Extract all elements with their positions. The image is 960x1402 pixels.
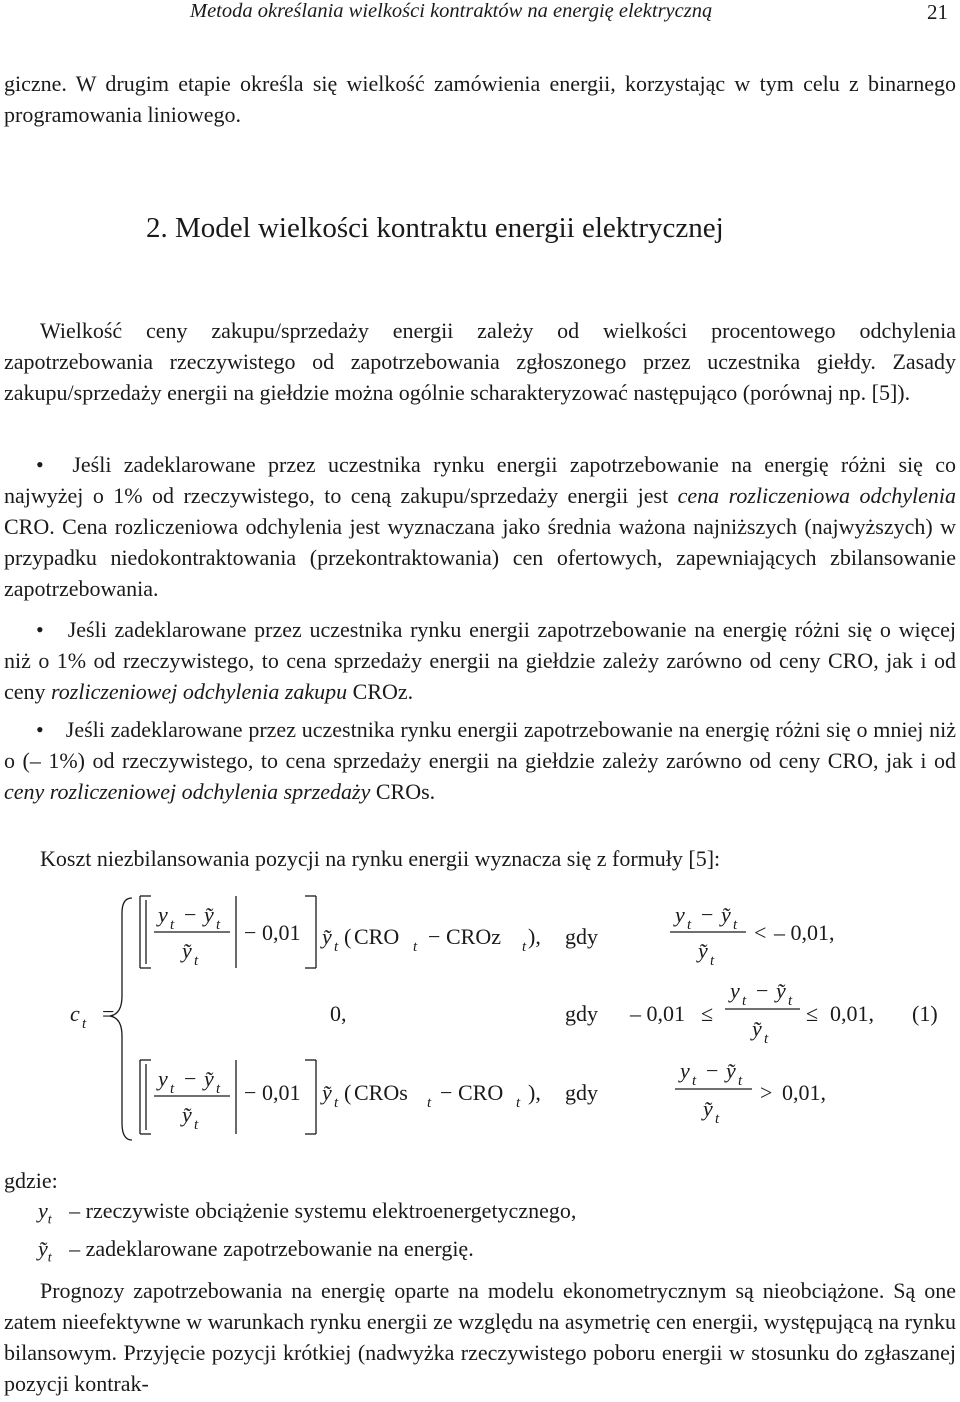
svg-text:−: − (756, 978, 769, 1003)
svg-text:y͂: y͂ (752, 1016, 762, 1041)
svg-text:y: y (158, 1066, 168, 1091)
svg-text:t: t (692, 1073, 697, 1089)
page-number: 21 (927, 0, 948, 24)
svg-text:>: > (760, 1080, 773, 1105)
svg-text:t: t (194, 953, 199, 969)
formula-equals: = (102, 1001, 115, 1026)
svg-text:gdy: gdy (565, 1001, 598, 1026)
svg-text:t: t (170, 1081, 175, 1097)
svg-text:y: y (730, 978, 740, 1003)
svg-text:gdy: gdy (565, 1080, 598, 1105)
svg-text:CROz: CROz (446, 924, 501, 949)
formula-lhs-c: c (70, 1001, 80, 1026)
svg-text:−: − (184, 902, 197, 927)
svg-text:CROs: CROs (354, 1080, 408, 1105)
svg-text:– 0,01,: – 0,01, (774, 920, 835, 945)
svg-text:t: t (334, 939, 339, 955)
svg-text:0,: 0, (330, 1001, 347, 1026)
svg-text:y͂: y͂ (204, 1066, 214, 1091)
svg-text:y͂: y͂ (726, 1058, 736, 1083)
formula-1 (0, 878, 960, 1168)
svg-text:<: < (754, 920, 767, 945)
svg-text:t: t (427, 1095, 432, 1111)
svg-text:t: t (687, 917, 692, 933)
svg-text:0,01: 0,01 (262, 920, 301, 945)
intro-paragraph: Wielkość ceny zakupu/sprzedaży energii zależy od wielkości procentowego odchylenia zapotrzebowania rzeczywistego od zapotrzebowania zgłoszonego przez uczestnika giełdy. Zasady zakupu/sprzedaży energii na giełdzie można ogólnie scharakteryzować następująco (porównaj np. [5]). (4, 318, 956, 405)
svg-text:0,01,: 0,01, (830, 1001, 874, 1026)
svg-text:−: − (428, 924, 441, 949)
section-title: Model wielkości kontraktu energii elektrycznej (175, 212, 724, 244)
svg-text:≤: ≤ (701, 1001, 714, 1026)
formula-row-1 (140, 896, 835, 969)
bullet-item-3: • Jeśli zadeklarowane przez uczestnika rynku energii zapotrzebowanie na energię różni się o mniej niż o (– 1%) od rzeczywistego, to cena sprzedaży energii na giełdzie zależy zarówno od ceny CRO, jak i od ceny rozliczeniowej odchylenia sprzedaży CROs. (4, 714, 956, 807)
svg-text:gdy: gdy (565, 924, 598, 949)
section-heading (146, 212, 724, 245)
paragraph-continued: giczne. W drugim etapie określa się wielkość zamówienia energii, korzystając w tym celu z binarnego programowania liniowego. (4, 71, 956, 127)
formula-row-3 (140, 1058, 826, 1134)
svg-text:−: − (440, 1080, 453, 1105)
svg-text:y͂: y͂ (182, 1102, 192, 1127)
formula-intro: Koszt niezbilansowania pozycji na rynku energii wyznacza się z formuły [5]: (40, 846, 721, 871)
svg-text:CRO: CRO (458, 1080, 504, 1105)
svg-text:y: y (158, 902, 168, 927)
svg-text:−: − (244, 920, 257, 945)
svg-text:t: t (710, 953, 715, 969)
svg-text:CRO: CRO (354, 924, 400, 949)
svg-text:y͂: y͂ (721, 902, 731, 927)
svg-text:t: t (516, 1095, 521, 1111)
svg-text:y͂: y͂ (182, 938, 192, 963)
svg-text:−: − (706, 1058, 719, 1083)
svg-text:t: t (788, 993, 793, 1009)
svg-text:),: ), (528, 1080, 541, 1105)
section-number: 2. (146, 212, 168, 244)
svg-text:t: t (738, 1073, 743, 1089)
svg-text:y͂: y͂ (703, 1096, 713, 1121)
svg-text:t: t (522, 939, 527, 955)
svg-text:−: − (184, 1066, 197, 1091)
svg-text:t: t (742, 993, 747, 1009)
svg-text:−: − (701, 902, 714, 927)
svg-text:t: t (334, 1095, 339, 1111)
running-header (0, 0, 960, 30)
bullet-item-1: • Jeśli zadeklarowane przez uczestnika rynku energii zapotrzebowanie na energię różni się co najwyżej o 1% od rzeczywistego, to ceną zakupu/sprzedaży energii jest cena rozliczeniowa odchylenia CRO. Cena rozliczeniowa odchylenia jest wyznaczana jako średnia ważona najniższych (najwyższych) w przypadku niedokontraktowania (przekontraktowania) cen ofertowych, zapewniających zbilansowanie zapotrzebowania. (4, 449, 956, 604)
svg-text:),: ), (528, 924, 541, 949)
svg-text:y͂: y͂ (322, 1080, 332, 1105)
svg-text:y͂: y͂ (322, 924, 332, 949)
bullet-item-2: • Jeśli zadeklarowane przez uczestnika rynku energii zapotrzebowanie na energię różni się o więcej niż o 1% od rzeczywistego, to cena sprzedaży energii na giełdzie zależy zarówno od ceny CRO, jak i od ceny rozliczeniowej odchylenia zakupu CROz. (4, 614, 956, 707)
gdzie-label: gdzie: (4, 1168, 58, 1193)
svg-text:(: ( (344, 924, 352, 949)
definition-ytilde: $y͂_t$ – zadeklarowane zapotrzebowanie na energię. (38, 1236, 474, 1266)
svg-text:y: y (680, 1058, 690, 1083)
svg-text:t: t (216, 1081, 221, 1097)
svg-text:– 0,01: – 0,01 (630, 1001, 685, 1026)
running-title: Metoda określania wielkości kontraktów na energię elektryczną (190, 0, 713, 22)
bullet-1-italic: cena rozliczeniowa odchylenia (677, 483, 956, 508)
svg-text:(: ( (344, 1080, 352, 1105)
svg-text:y: y (675, 902, 685, 927)
bullet-3-italic: ceny rozliczeniowej odchylenia sprzedaży (4, 779, 371, 804)
svg-text:y͂: y͂ (698, 938, 708, 963)
definition-y: $y_t$ – rzeczywiste obciążenie systemu elektroenergetycznego, (38, 1198, 577, 1228)
svg-text:t: t (764, 1031, 769, 1047)
svg-text:0,01: 0,01 (262, 1080, 301, 1105)
svg-text:t: t (170, 917, 175, 933)
svg-text:y͂: y͂ (776, 978, 786, 1003)
equation-number: (1) (912, 1001, 938, 1026)
svg-text:≤: ≤ (806, 1001, 819, 1026)
formula-row-2 (330, 978, 938, 1047)
svg-text:t: t (82, 1016, 87, 1032)
closing-paragraph: Prognozy zapotrzebowania na energię oparte na modelu ekonometrycznym są nieobciążone. Są one zatem nieefektywne w warunkach rynku energii ze względu na asymetrię cen energii, występującą na rynku bilansowym. Przyjęcie pozycji krótkiej (nadwyżka rzeczywistego poboru energii w stosunku do zgłaszanej pozycji kontrak- (4, 1278, 956, 1396)
bullet-2-italic: rozliczeniowej odchylenia zakupu (51, 679, 348, 704)
svg-text:t: t (733, 917, 738, 933)
svg-text:t: t (413, 939, 418, 955)
svg-text:t: t (216, 917, 221, 933)
svg-text:t: t (194, 1117, 199, 1133)
svg-text:0,01,: 0,01, (782, 1080, 826, 1105)
svg-text:y͂: y͂ (204, 902, 214, 927)
svg-text:−: − (244, 1080, 257, 1105)
svg-text:t: t (715, 1111, 720, 1127)
